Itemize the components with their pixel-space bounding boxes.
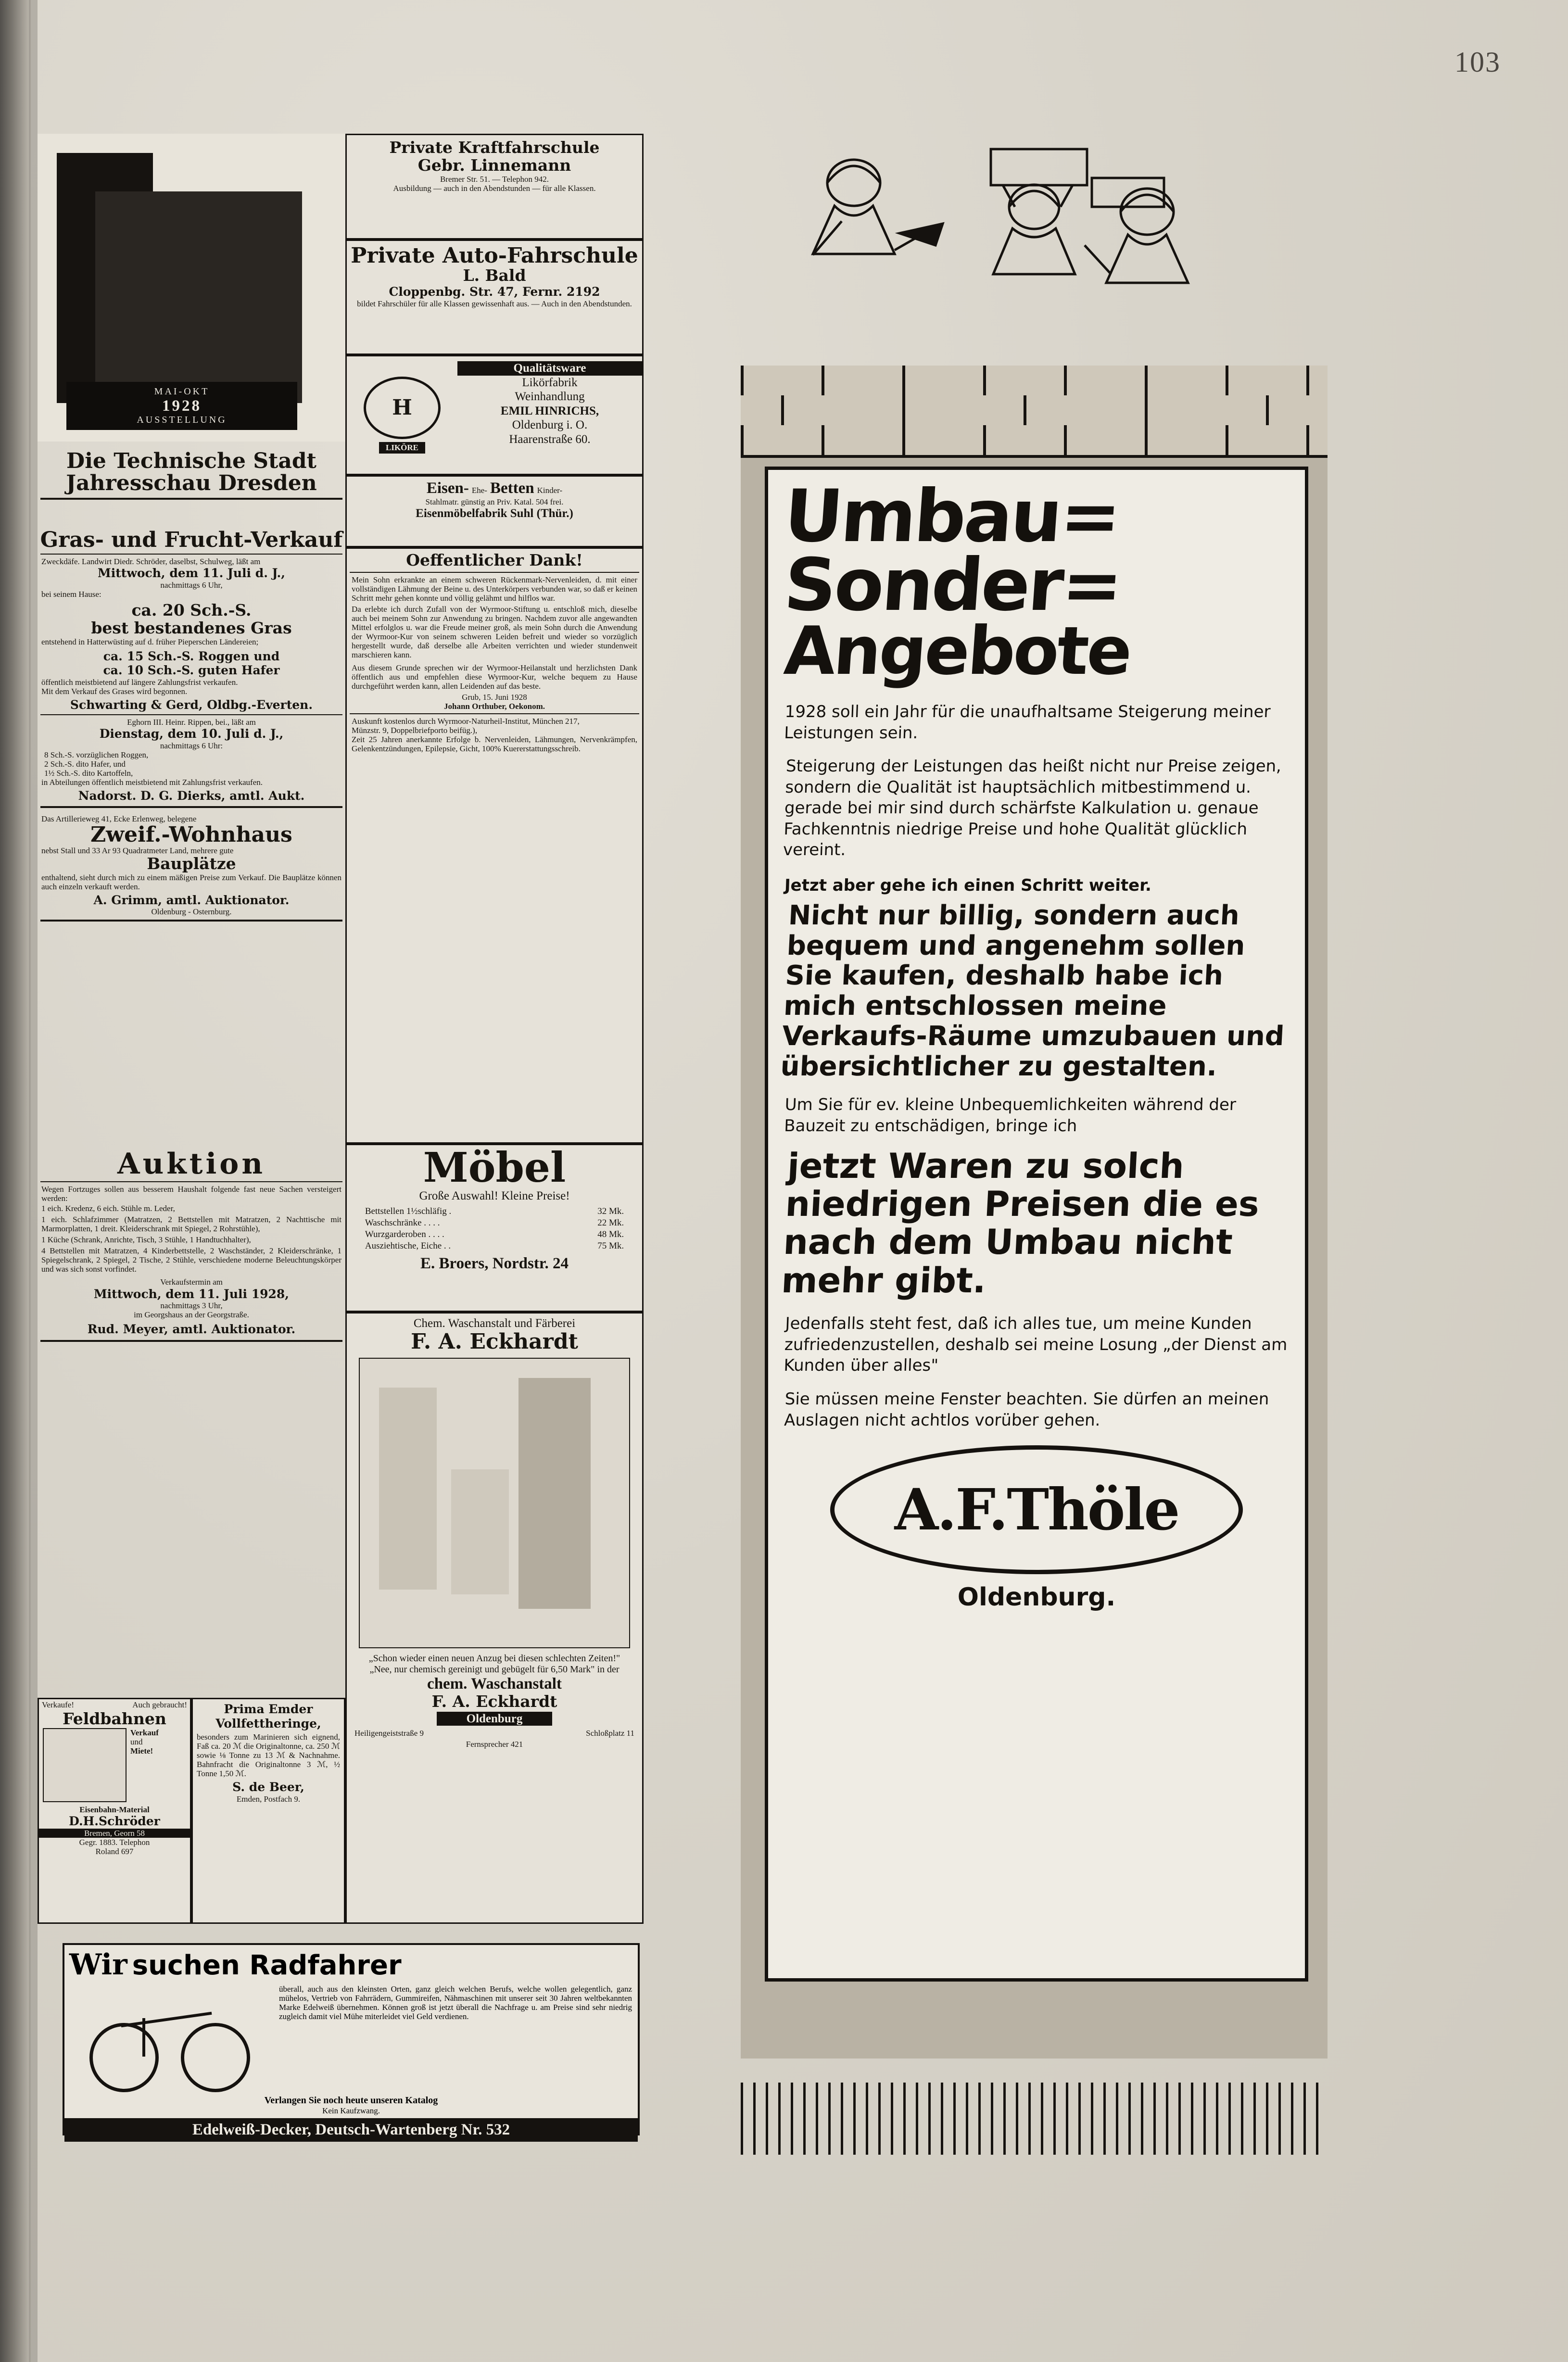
radfahrer-word2: suchen Radfahrer bbox=[132, 1950, 402, 1981]
gras-date2: Dienstag, dem 10. Juli d. J., bbox=[99, 727, 284, 741]
table-row bbox=[365, 1217, 624, 1229]
feldbahnen-since: Gegr. 1883. Telephon bbox=[79, 1837, 150, 1847]
dank-sign-place: Grub, 15. Juni 1928 bbox=[462, 693, 527, 702]
umbau-p7: Jedenfalls steht fest, daß ich alles tue, um meine Kunden zufriedenzustellen, deshalb sei meine Losung „der Dienst am Kunden über alles" bbox=[783, 1314, 1288, 1376]
ad-eisenbetten bbox=[345, 475, 644, 547]
table-row bbox=[365, 1240, 624, 1252]
umbau-p5: Um Sie für ev. kleine Unbequemlichkeiten während der Bauzeit zu entschädigen, bringe ich bbox=[784, 1095, 1237, 1136]
eckhardt-quote2: „Nee, nur chemisch gereinigt und gebügelt für 6,50 Mark" in der bbox=[369, 1664, 620, 1675]
ad-heringe bbox=[191, 1698, 345, 1924]
ad-thoele-umbau bbox=[721, 130, 1347, 2083]
feldbahnen-sub3: Miete! bbox=[130, 1746, 153, 1756]
gras-auctioneer: Nadorst. D. G. Dierks, amtl. Aukt. bbox=[78, 788, 305, 803]
auktion-item: 1 eich. Schlafzimmer (Matratzen, 2 Bettstellen mit Matratzen, 2 Nachttische mit Marmorplatten, 1 dreit. Kleiderschrank mit Spiegel, 2 Rohrstühle), bbox=[41, 1215, 341, 1234]
linnemann-address: Bremer Str. 51. — Telephon 942. bbox=[440, 174, 549, 184]
moebel-item: Bettstellen 1½schläfig . bbox=[365, 1206, 452, 1217]
likoer-line1: Likörfabrik bbox=[522, 376, 578, 389]
poster-line2: AUSSTELLUNG bbox=[137, 415, 227, 426]
feldbahnen-label-left: Verkaufe! bbox=[42, 1700, 75, 1709]
gras-amount1-title: best bestandenes Gras bbox=[91, 618, 292, 637]
bald-address: Cloppenbg. Str. 47, Fernr. 2192 bbox=[389, 285, 600, 299]
feldbahnen-sub2: und bbox=[130, 1737, 143, 1747]
eckhardt-city: Oldenburg bbox=[437, 1712, 552, 1726]
moebel-sub: Große Auswahl! Kleine Preise! bbox=[419, 1189, 570, 1202]
ad-oeffentlicher-dank bbox=[345, 547, 644, 1144]
wohnhaus-title: Zweif.-Wohnhaus bbox=[90, 822, 292, 847]
eckhardt-line2: F. A. Eckhardt bbox=[431, 1692, 557, 1711]
linnemann-text: Ausbildung — auch in den Abendstunden — für alle Klassen. bbox=[393, 183, 596, 193]
wohnhaus-title2: Bauplätze bbox=[147, 854, 236, 873]
gras-seller: Schwarting & Gerd, Oldbg.-Everten. bbox=[70, 697, 313, 712]
technische-stadt-title2: Jahresschau Dresden bbox=[66, 471, 317, 496]
gras-time2: nachmittags 6 Uhr: bbox=[160, 741, 223, 750]
heringe-title2: Vollfettheringe, bbox=[215, 1716, 321, 1730]
gras-desc2: öffentlich meistbietend auf längere Zahlungsfrist verkaufen. bbox=[41, 677, 238, 687]
ad-gras-frucht-verkauf bbox=[38, 529, 345, 1140]
dank-sign-name: Johann Orthuber, Oekonom. bbox=[443, 702, 545, 711]
moebel-title: Möbel bbox=[423, 1144, 566, 1192]
likoer-street: Haarenstraße 60. bbox=[509, 432, 591, 446]
page-edge bbox=[29, 0, 38, 2362]
ad-technische-stadt bbox=[38, 447, 345, 524]
thoele-logo bbox=[830, 1445, 1243, 1574]
exhibition-poster-illustration bbox=[38, 134, 345, 442]
auktion-date: Mittwoch, dem 11. Juli 1928, bbox=[94, 1287, 289, 1301]
fringe-decoration bbox=[741, 2083, 1328, 2155]
binding-shadow bbox=[0, 0, 31, 2362]
gras-amount3: ca. 10 Sch.-S. guten Hafer bbox=[103, 663, 280, 678]
auktion-name: Rud. Meyer, amtl. Auktionator. bbox=[87, 1322, 296, 1337]
gras-amount2: ca. 15 Sch.-S. Roggen und bbox=[103, 649, 280, 663]
linnemann-title: Private Kraftfahrschule bbox=[389, 138, 600, 157]
poster-year: 1928 bbox=[162, 397, 202, 415]
moebel-price: 75 Mk. bbox=[597, 1241, 624, 1251]
auktion-intro: Wegen Fortzuges sollen aus besserem Haushalt folgende fast neue Sachen versteigert werden: bbox=[41, 1185, 341, 1203]
heringe-title1: Prima Emder bbox=[224, 1702, 313, 1716]
radfahrer-call: Verlangen Sie noch heute unseren Katalog bbox=[264, 2095, 438, 2106]
feldbahnen-sub1: Verkauf bbox=[130, 1728, 159, 1737]
gras-desc1: entstehend in Hatterwüsting auf d. früher Pieperschen Ländereien; bbox=[41, 637, 259, 646]
gras-time: nachmittags 6 Uhr, bbox=[160, 580, 223, 590]
poster-line1: MAI-OKT bbox=[154, 386, 210, 397]
ad-auktion bbox=[38, 1149, 345, 1688]
umbau-p8: Sie müssen meine Fenster beachten. Sie dürfen an meinen Auslagen nicht achtlos vorüber gehen. bbox=[784, 1389, 1270, 1430]
feldbahnen-material: Eisenbahn-Material bbox=[79, 1805, 150, 1814]
gras-date: Mittwoch, dem 11. Juli d. J., bbox=[98, 566, 285, 581]
radfahrer-footer: Edelweiß-Decker, Deutsch-Wartenberg Nr. 532 bbox=[64, 2118, 638, 2142]
dank-info3: Zeit 25 Jahren anerkannte Erfolge b. Nervenleiden, Lähmungen, Nervenkrämpfen, Gelenkentzündungen, Epilepsie, Gicht, 100% Kuererstattungsschreib. bbox=[352, 735, 637, 754]
technische-stadt-title1: Die Technische Stadt bbox=[66, 449, 316, 473]
likoer-line2: Weinhandlung bbox=[515, 390, 585, 403]
radfahrer-word1: Wir bbox=[69, 1948, 127, 1982]
eckhardt-addr-left: Heiligengeiststraße 9 bbox=[354, 1729, 424, 1738]
moebel-price-table bbox=[365, 1206, 624, 1252]
wohnhaus-intro: Das Artillerieweg 41, Ecke Erlenweg, belegene bbox=[41, 814, 197, 824]
umbau-headline-3: Angebote bbox=[782, 612, 1133, 690]
umbau-p2: Steigerung der Leistungen das heißt nicht nur Preise zeigen, sondern die Qualität ist hauptsächlich mitbestimmend u. gerade bei mir sind durch schärfste Kalkulation u. genaue Fachkenntnis niedrige Preise und hohe Qualität glücklich vereint. bbox=[783, 757, 1282, 860]
eckhardt-pretitle: Chem. Waschanstalt und Färberei bbox=[413, 1317, 576, 1330]
eckhardt-phone: Fernsprecher 421 bbox=[466, 1740, 523, 1749]
likoer-logo-icon: H bbox=[364, 377, 441, 439]
heringe-city: Emden, Postfach 9. bbox=[236, 1794, 301, 1804]
betten-left: Eisen- bbox=[426, 480, 469, 497]
betten-line2: Stahlmatr. günstig an Priv. Katal. 504 frei. bbox=[425, 497, 564, 506]
dank-p3: Aus diesem Grunde sprechen wir der Wyrmoor-Heilanstalt und herzlichsten Dank öffentlich aus und empfehlen diese Wyrmoor-Kur, welche bequem zu Hause durchgeführt werden kann, allen Leidenden auf das beste. bbox=[352, 663, 637, 691]
gras-amount1: ca. 20 Sch.-S. bbox=[131, 600, 252, 619]
auktion-time: nachmittags 3 Uhr, bbox=[160, 1301, 223, 1310]
wohnhaus-city: Oldenburg - Osternburg. bbox=[151, 907, 232, 917]
gras-desc4: in Abteilungen öffentlich meistbietend mit Zahlungsfrist verkaufen. bbox=[41, 777, 263, 787]
radfahrer-call2: Kein Kaufzwang. bbox=[322, 2106, 380, 2115]
moebel-item: Waschschränke . . . . bbox=[365, 1218, 440, 1228]
bald-title: Private Auto-Fahrschule bbox=[351, 243, 638, 268]
moebel-item: Ausziehtische, Eiche . . bbox=[365, 1241, 451, 1251]
feldbahnen-title: Feldbahnen bbox=[63, 1709, 166, 1729]
dank-p2: Da erlebte ich durch Zufall von der Wyrmoor-Stiftung u. entschloß mich, dieselbe auch bei meinem Sohn zur Anwendung zu bringen. Nachdem zuvor alle angewandten Mittel erfolglos u. war die Freude meiner groß, als mein Sohn durch die Anwendung der Wyrmoor-Kur von seinem schweren Leiden befreit und wieder so vorzüglich hergestellt wurde, daß derselbe alle Arbeiten verrichten und wieder stundenweit marschieren kann. bbox=[352, 605, 637, 660]
thoele-city: Oldenburg. bbox=[957, 1582, 1116, 1612]
thoele-ad-panel bbox=[765, 467, 1308, 1982]
gras-headline: Gras- und Frucht-Verkauf bbox=[40, 529, 343, 552]
feldbahn-illustration bbox=[43, 1728, 126, 1802]
moebel-price: 32 Mk. bbox=[597, 1206, 624, 1217]
heringe-name: S. de Beer, bbox=[232, 1780, 304, 1794]
auktion-term-label: Verkaufstermin am bbox=[160, 1277, 223, 1287]
likoer-name: EMIL HINRICHS, bbox=[500, 404, 599, 417]
ad-feldbahnen bbox=[38, 1698, 191, 1924]
auktion-item: 1 eich. Kredenz, 6 eich. Stühle m. Leder, bbox=[41, 1204, 175, 1213]
betten-right-1: Kinder- bbox=[537, 486, 563, 495]
moebel-name: E. Broers, Nordstr. 24 bbox=[420, 1255, 569, 1273]
bald-name: L. Bald bbox=[463, 266, 526, 285]
ad-driving-school-linnemann bbox=[345, 134, 644, 240]
radfahrer-text: überall, auch aus den kleinsten Orten, ganz gleich welchen Berufs, welche wollen gelegentlich, ganz mühelos, Vertrieb von Fahrrädern, Gummireifen, Nähmaschinen mit unserer seit 30 Jahren weltbekannten Marke Edelweiß übernehmen. Können groß ist jetzt überall die Nachfrage u. am Preise sind sehr niedrig zugleich damit viel Mühe miterleidet viel Geld verdienen. bbox=[279, 1984, 632, 2021]
ad-radfahrer bbox=[63, 1943, 640, 2139]
ad-eckhardt-waschanstalt bbox=[345, 1312, 644, 1924]
table-row bbox=[365, 1206, 624, 1217]
eckhardt-name: F. A. Eckhardt bbox=[411, 1329, 578, 1354]
auktion-item: 1 Küche (Schrank, Anrichte, Tisch, 3 Stühle, 1 Handtuchhalter), bbox=[41, 1235, 251, 1245]
masons-illustration bbox=[741, 130, 1328, 370]
moebel-price: 22 Mk. bbox=[597, 1218, 624, 1228]
betten-mid-small-1: Ehe- bbox=[471, 486, 487, 495]
umbau-p3: Jetzt aber gehe ich einen Schritt weiter. bbox=[784, 875, 1152, 895]
page-number: 103 bbox=[1454, 46, 1501, 78]
ad-moebel-broers bbox=[345, 1144, 644, 1312]
umbau-p4: Nicht nur billig, sondern auch bequem und angenehm sollen Sie kaufen, deshalb habe ich mich entschlossen meine Verkaufs-Räume umzubauen und übersichtlicher zu gestalten. bbox=[780, 900, 1285, 1082]
ad-likoerfabrik-hinrichs bbox=[345, 355, 644, 475]
feldbahnen-label-right: Auch gebraucht! bbox=[132, 1700, 187, 1709]
dank-info1: Auskunft kostenlos durch Wyrmoor-Naturheil-Institut, München 217, bbox=[352, 717, 580, 726]
likoer-badge: LIKÖRE bbox=[379, 442, 425, 453]
heringe-text: besonders zum Marinieren sich eignend, Faß ca. 20 ℳ die Originaltonne, ca. 250 ℳ sowie ⅛ Tonne zu 13 ℳ & Nachnahme. Bahnfracht die Originaltonne 3 ℳ, ½ Tonne 1,50 ℳ. bbox=[197, 1732, 340, 1779]
wohnhaus-desc1: nebst Stall und 33 Ar 93 Quadratmeter Land, mehrere gute bbox=[41, 846, 234, 855]
betten-mid: Betten bbox=[490, 480, 534, 497]
likoer-city: Oldenburg i. O. bbox=[512, 418, 588, 431]
linnemann-name: Gebr. Linnemann bbox=[417, 155, 571, 175]
dank-title: Oeffentlicher Dank! bbox=[406, 551, 583, 569]
moebel-item: Wurzgarderoben . . . . bbox=[365, 1229, 444, 1240]
umbau-headline-2: Sonder= bbox=[781, 543, 1124, 627]
umbau-p6: jetzt Waren zu solch niedrigen Preisen die es nach dem Umbau nicht mehr gibt. bbox=[780, 1145, 1261, 1301]
wohnhaus-name: A. Grimm, amtl. Auktionator. bbox=[93, 893, 290, 907]
gras-head2: Eghorn III. Heinr. Rippen, bei., läßt am bbox=[127, 718, 256, 727]
thoele-brand: A.F.Thöle bbox=[894, 1476, 1179, 1543]
gras-sub: Zweckdäfe. Landwirt Diedr. Schröder, daselbst, Schulweg, läßt am bbox=[41, 557, 261, 567]
gras-item2: 2 Sch.-S. dito Hafer, und bbox=[44, 759, 126, 769]
umbau-headline-1: Umbau= bbox=[781, 475, 1122, 558]
auktion-title: Auktion bbox=[117, 1149, 266, 1181]
feldbahnen-name: D.H.Schröder bbox=[69, 1814, 160, 1829]
dank-info2: Münzstr. 9, Doppelbriefporto beifüg.), bbox=[352, 726, 478, 735]
likoer-quality: Qualitätsware bbox=[457, 361, 642, 376]
eckhardt-line1: chem. Waschanstalt bbox=[427, 1675, 562, 1693]
auktion-item: 4 Bettstellen mit Matratzen, 4 Kinderbettstelle, 2 Waschständer, 2 Kleiderschränke, 1 Spiegelschrank, 2 Spiegel, 2 Tische, 2 Stühle, verschiedene moderne Beleuchtungskörper und was sich sonst vorfindet. bbox=[41, 1246, 341, 1274]
eckhardt-illustration bbox=[359, 1358, 630, 1648]
dank-p1: Mein Sohn erkrankte an einem schweren Rückenmark-Nervenleiden, d. mit einer vollständigen Lähmung der Beine u. des Unterkörpers verbunden war, so daß er keinen Schritt mehr gehen konnte und völlig gelähmt und hilflos war. bbox=[352, 575, 637, 603]
auktion-place: im Georgshaus an der Georgstraße. bbox=[134, 1310, 249, 1320]
bicycle-illustration bbox=[70, 1984, 272, 2095]
gras-desc3: Mit dem Verkauf des Grases wird begonnen. bbox=[41, 686, 188, 696]
table-row bbox=[365, 1229, 624, 1240]
betten-line3: Eisenmöbelfabrik Suhl (Thür.) bbox=[416, 506, 573, 520]
ad-driving-school-bald bbox=[345, 240, 644, 355]
eckhardt-quote1: „Schon wieder einen neuen Anzug bei diesen schlechten Zeiten!" bbox=[368, 1653, 620, 1664]
eckhardt-addr-right: Schloßplatz 11 bbox=[586, 1729, 634, 1738]
umbau-p1: 1928 soll ein Jahr für die unaufhaltsame Steigerung meiner Leistungen sein. bbox=[784, 702, 1271, 743]
moebel-price: 48 Mk. bbox=[597, 1229, 624, 1240]
feldbahnen-city: Bremen, Georn 58 bbox=[39, 1829, 190, 1838]
poster-band bbox=[66, 382, 297, 430]
gras-at: bei seinem Hause: bbox=[41, 589, 101, 599]
bald-text: bildet Fahrschüler für alle Klassen gewissenhaft aus. — Auch in den Abendstunden. bbox=[357, 299, 632, 308]
gras-item3: 1½ Sch.-S. dito Kartoffeln, bbox=[44, 768, 133, 778]
wohnhaus-desc2: enthaltend, sieht durch mich zu einem mäßigen Preise zum Verkauf. Die Bauplätze können auch einzeln verkauft werden. bbox=[41, 872, 341, 891]
feldbahnen-phone: Roland 697 bbox=[95, 1846, 134, 1856]
gras-item1: 8 Sch.-S. vorzüglichen Roggen, bbox=[44, 750, 149, 759]
